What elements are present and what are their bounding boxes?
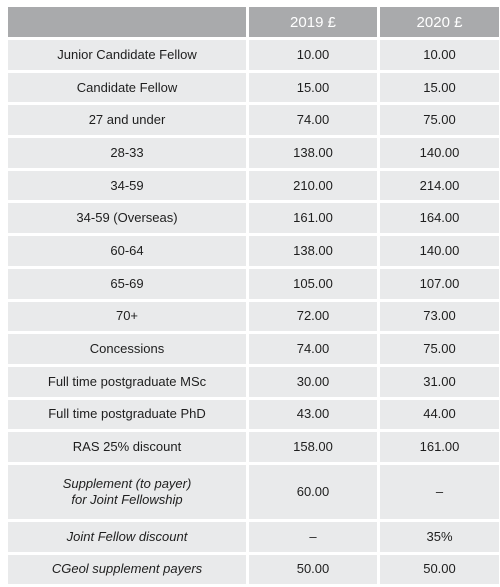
fee-2020-cell: 44.00 [380,400,499,430]
fee-2019-cell: – [249,522,377,552]
table-row [8,522,499,552]
table-row [8,269,499,299]
category-cell: 34-59 (Overseas) [8,203,246,233]
category-cell: Concessions [8,334,246,364]
fee-2019-cell: 72.00 [249,302,377,332]
fee-2019-cell: 158.00 [249,432,377,462]
fee-2019-cell: 74.00 [249,105,377,135]
fee-2020-cell: 161.00 [380,432,499,462]
fee-2020-cell: 75.00 [380,334,499,364]
category-line: Supplement (to payer) [62,475,192,491]
fee-2019-cell: 210.00 [249,171,377,201]
fee-2019-cell: 60.00 [249,465,377,519]
fee-2020-cell: 107.00 [380,269,499,299]
fee-2020-cell: 140.00 [380,236,499,266]
fee-2020-cell: – [380,465,499,519]
fee-2019-cell: 50.00 [249,555,377,585]
category-cell: 34-59 [8,171,246,201]
fee-2020-cell: 50.00 [380,555,499,585]
category-cell: Joint Fellow discount [8,522,246,552]
fee-2019-cell: 161.00 [249,203,377,233]
category-line: for Joint Fellowship [71,491,183,507]
table-row [8,138,499,168]
fee-2020-cell: 140.00 [380,138,499,168]
category-cell: Candidate Fellow [8,73,246,103]
fee-2019-cell: 15.00 [249,73,377,103]
category-cell: 27 and under [8,105,246,135]
table-row [8,302,499,332]
category-cell: Full time postgraduate MSc [8,367,246,397]
table-row [8,73,499,103]
table-row [8,465,499,519]
table-row [8,400,499,430]
fee-2019-cell: 138.00 [249,236,377,266]
fee-2020-cell: 73.00 [380,302,499,332]
category-cell: Junior Candidate Fellow [8,40,246,70]
category-cell: 28-33 [8,138,246,168]
table-row [8,432,499,462]
table-row [8,367,499,397]
category-cell [8,465,246,519]
fee-2020-cell: 164.00 [380,203,499,233]
fee-2020-cell: 35% [380,522,499,552]
fee-2020-cell: 15.00 [380,73,499,103]
category-cell: 70+ [8,302,246,332]
table-row [8,105,499,135]
header-2019: 2019 £ [249,7,377,37]
category-cell: 60-64 [8,236,246,266]
table-header-row [8,7,499,37]
header-2020: 2020 £ [380,7,499,37]
fees-table [5,4,500,587]
table-row [8,236,499,266]
category-cell: Full time postgraduate PhD [8,400,246,430]
table-row [8,555,499,585]
table-row [8,334,499,364]
fee-2019-cell: 74.00 [249,334,377,364]
category-cell: RAS 25% discount [8,432,246,462]
fee-2020-cell: 214.00 [380,171,499,201]
table-row [8,203,499,233]
header-category [8,7,246,37]
fee-2020-cell: 31.00 [380,367,499,397]
fee-2019-cell: 10.00 [249,40,377,70]
fee-2019-cell: 138.00 [249,138,377,168]
fee-2019-cell: 30.00 [249,367,377,397]
fee-2020-cell: 75.00 [380,105,499,135]
table-row [8,40,499,70]
fee-2019-cell: 43.00 [249,400,377,430]
fee-2020-cell: 10.00 [380,40,499,70]
fee-2019-cell: 105.00 [249,269,377,299]
category-cell: 65-69 [8,269,246,299]
table-row [8,171,499,201]
category-cell: CGeol supplement payers [8,555,246,585]
